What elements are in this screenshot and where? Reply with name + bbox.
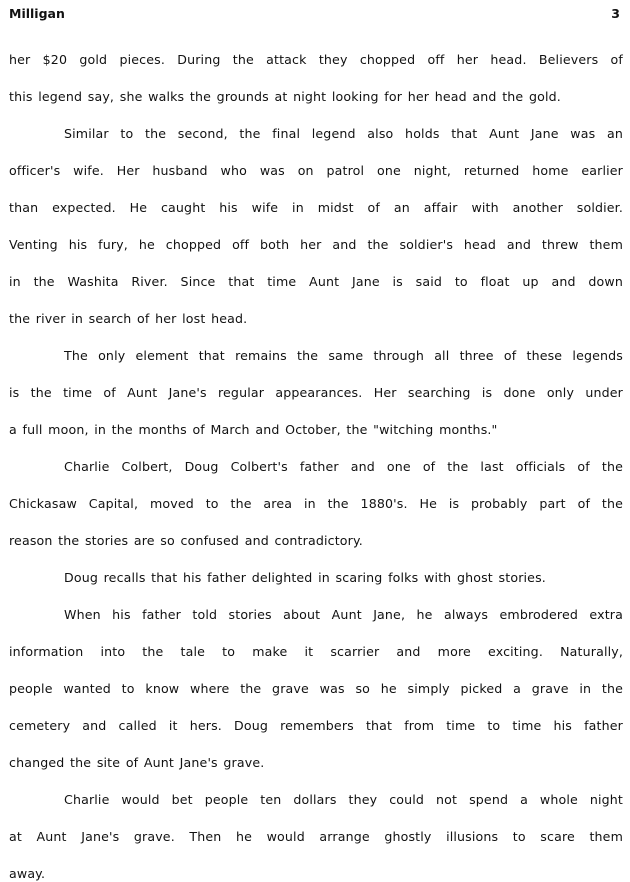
- text-line: When his father told stories about Aunt Jane, he always embrodered extra: [64, 607, 623, 622]
- text-line: the river in search of her lost head.: [9, 311, 248, 326]
- text-line: Charlie would bet people ten dollars they could not spend a whole night: [64, 792, 623, 807]
- page-number: 3: [611, 6, 620, 21]
- text-line: her $20 gold pieces. During the attack they chopped off her head. Believers of: [9, 52, 623, 67]
- text-line: Doug recalls that his father delighted in scaring folks with ghost stories.: [64, 570, 546, 585]
- text-line: people wanted to know where the grave was so he simply picked a grave in the: [9, 681, 623, 696]
- text-line: changed the site of Aunt Jane's grave.: [9, 755, 265, 770]
- text-line: Venting his fury, he chopped off both her and the soldier's head and threw them: [9, 237, 623, 252]
- text-line: Chickasaw Capital, moved to the area in the 1880's. He is probably part of the: [9, 496, 623, 511]
- page-header: [9, 6, 620, 26]
- text-line: away.: [9, 866, 46, 881]
- text-line: at Aunt Jane's grave. Then he would arrange ghostly illusions to scare them: [9, 829, 623, 844]
- text-line: officer's wife. Her husband who was on patrol one night, returned home earlier: [9, 163, 623, 178]
- text-line: is the time of Aunt Jane's regular appearances. Her searching is done only under: [9, 385, 623, 400]
- header-author: Milligan: [9, 6, 65, 21]
- text-line: Charlie Colbert, Doug Colbert's father and one of the last officials of the: [64, 459, 623, 474]
- text-line: reason the stories are so confused and contradictory.: [9, 533, 363, 548]
- body-text: [9, 41, 623, 882]
- text-line: information into the tale to make it scarrier and more exciting. Naturally,: [9, 644, 623, 659]
- text-line: cemetery and called it hers. Doug remembers that from time to time his father: [9, 718, 623, 733]
- text-line: Similar to the second, the final legend also holds that Aunt Jane was an: [64, 126, 623, 141]
- text-line: The only element that remains the same through all three of these legends: [64, 348, 623, 363]
- text-line: a full moon, in the months of March and October, the "witching months.": [9, 422, 498, 437]
- text-line: than expected. He caught his wife in midst of an affair with another soldier.: [9, 200, 623, 215]
- text-line: this legend say, she walks the grounds at night looking for her head and the gold.: [9, 89, 561, 104]
- text-line: in the Washita River. Since that time Aunt Jane is said to float up and down: [9, 274, 623, 289]
